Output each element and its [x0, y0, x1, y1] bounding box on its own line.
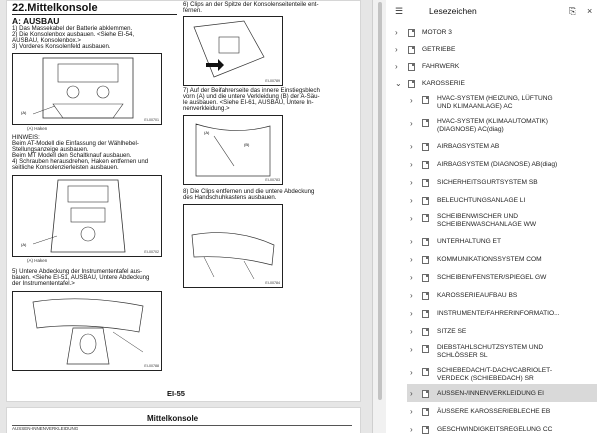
- figure-instrument-panel: [12, 291, 162, 371]
- bookmark-icon: [422, 292, 429, 300]
- page-title: Mittelkonsole: [147, 414, 199, 423]
- step-text: vorn (A) und die untere Verkleidung (B) der A-Säu-: [183, 93, 320, 100]
- chevron-right-icon[interactable]: ›: [410, 291, 413, 300]
- bookmark-item[interactable]: [386, 192, 600, 210]
- list-icon[interactable]: ☰: [395, 6, 404, 16]
- document-scrollbar[interactable]: [373, 0, 386, 433]
- chevron-right-icon[interactable]: ›: [410, 160, 413, 169]
- step-text: 8) Die Clips entfernen und die untere Abdeckung: [183, 188, 315, 195]
- note-text: HINWEIS:: [12, 134, 40, 141]
- bookmark-icon: [422, 328, 429, 336]
- bookmark-item[interactable]: [386, 210, 600, 232]
- running-header: AUSSEN-INNENVERKLEIDUNG: [12, 426, 79, 431]
- figure-id: EI-00789: [265, 79, 280, 83]
- bookmark-icon: [422, 345, 429, 353]
- chevron-right-icon[interactable]: ›: [410, 327, 413, 336]
- figure-id: EI-00788: [144, 364, 159, 368]
- step-text: le ausbauen. <Siehe EI-61, AUSBAU, Untere In-: [183, 99, 314, 106]
- bookmark-item[interactable]: [386, 421, 600, 439]
- figure-console-front: [12, 53, 162, 125]
- chevron-right-icon[interactable]: ›: [410, 237, 413, 246]
- bookmark-item[interactable]: [386, 92, 600, 114]
- bookmark-icon: [422, 238, 429, 246]
- note-text: Beim MT Modell den Schaltknauf ausbauen.: [12, 152, 132, 159]
- step-text: nenverkleidung.>: [183, 105, 230, 112]
- bookmark-label: ÄUSSERE KAROSSERIEBLECHE EB: [437, 408, 551, 415]
- bookmark-label: GESCHWINDIGKEITSREGELUNG CC: [437, 426, 553, 433]
- bookmark-item[interactable]: [386, 138, 600, 156]
- bookmark-item[interactable]: [386, 269, 600, 287]
- bookmark-label: SCHEIBEN/FENSTER/SPIEGEL GW: [437, 274, 547, 281]
- bookmark-item[interactable]: [386, 58, 600, 75]
- bookmark-icon: [422, 256, 429, 264]
- bookmark-icon: [408, 29, 415, 37]
- bookmark-label: KOMMUNIKATIONSSYSTEM COM: [437, 256, 542, 263]
- bookmark-item[interactable]: [386, 41, 600, 58]
- step-text: bauen. <Siehe EI-51, AUSBAU, Untere Abdeckung: [12, 274, 150, 281]
- close-icon[interactable]: ×: [587, 6, 593, 16]
- figure-id: EI-00701: [144, 118, 159, 122]
- bookmark-icon: [422, 408, 429, 416]
- bookmarks-panel: [372, 0, 600, 433]
- subsection-title: A: AUSBAU: [12, 16, 60, 26]
- bookmark-label: KAROSSERIE: [422, 80, 465, 87]
- section-title: 22.Mittelkonsole: [12, 2, 98, 14]
- figure-console-side: [12, 175, 162, 257]
- bookmark-item[interactable]: [386, 323, 600, 341]
- chevron-right-icon[interactable]: ›: [410, 96, 413, 105]
- step-text: fernen.: [183, 7, 202, 14]
- bookmark-icon: [408, 46, 415, 54]
- bookmark-label: MOTOR 3: [422, 29, 452, 36]
- bookmark-item[interactable]: [386, 341, 600, 363]
- svg-text:(B): (B): [244, 142, 250, 147]
- chevron-right-icon[interactable]: ›: [410, 389, 413, 398]
- bookmark-label: SCHEIBENWISCHER UND SCHEIBENWASCHANLAGE WW: [437, 213, 537, 228]
- bookmark-item[interactable]: [386, 364, 600, 386]
- chevron-down-icon[interactable]: ⌄: [395, 79, 402, 88]
- bookmark-item[interactable]: [386, 174, 600, 192]
- bookmark-label: AUSSEN-/INNENVERKLEIDUNG EI: [437, 390, 544, 397]
- bookmark-icon: [422, 368, 429, 376]
- figure-glovebox-cover: [183, 204, 283, 288]
- figure-caption: (A) Haken: [27, 258, 48, 263]
- bookmark-icon: [422, 310, 429, 318]
- bookmark-item[interactable]: [386, 233, 600, 251]
- chevron-right-icon[interactable]: ›: [395, 45, 398, 54]
- step-text: 6) Clips an der Spitze der Konsolenseitenteile ent-: [183, 1, 319, 8]
- step-text: 1) Das Massekabel der Batterie abklemmen.: [12, 25, 133, 32]
- bookmark-item[interactable]: [386, 115, 600, 137]
- figure-console-clip: [183, 16, 283, 86]
- bookmark-icon: [422, 143, 429, 151]
- bookmark-icon: [408, 63, 415, 71]
- bookmark-label: HVAC-SYSTEM (KLIMAAUTOMATIK) (DIAGNOSE) AC(diag): [437, 118, 549, 133]
- step-text: 2) Die Konsolenbox ausbauen. <Siehe EI-54,: [12, 31, 135, 38]
- step-text: 5) Untere Abdeckung der Instrumententafel aus-: [12, 268, 143, 275]
- step-text: seitliche Konsolenzierleisten ausbauen.: [12, 164, 119, 171]
- bookmark-label: AIRBAGSYSTEM (DIAGNOSE) AB(diag): [437, 161, 558, 168]
- figure-a-pillar: [183, 115, 283, 185]
- svg-text:(A): (A): [21, 110, 27, 115]
- scrollbar-thumb[interactable]: [378, 2, 382, 400]
- step-text: der Instrumententafel.>: [12, 280, 75, 287]
- note-text: Beim AT-Modell die Einfassung der Wählhebel-: [12, 140, 139, 147]
- bookmark-item[interactable]: [386, 156, 600, 174]
- bookmark-label: GETRIEBE: [422, 46, 456, 53]
- bookmark-label: INSTRUMENTE/FAHRERINFORMATIO...: [437, 310, 560, 317]
- bookmark-item[interactable]: [386, 305, 600, 323]
- bookmark-item[interactable]: [386, 24, 600, 41]
- bookmark-item[interactable]: [386, 251, 600, 269]
- bookmark-icon: [422, 274, 429, 282]
- svg-text:(A): (A): [21, 242, 27, 247]
- bookmark-label: KAROSSERIEAUFBAU BS: [437, 292, 518, 299]
- bookmark-item[interactable]: [386, 403, 600, 421]
- chevron-right-icon[interactable]: ›: [410, 255, 413, 264]
- bookmark-label: AIRBAGSYSTEM AB: [437, 143, 500, 150]
- bookmark-icon: [422, 214, 429, 222]
- bookmark-icon: [422, 161, 429, 169]
- bookmark-label: DIEBSTAHLSCHUTZSYSTEM UND SCHLÖSSER SL: [437, 344, 544, 359]
- svg-text:(A): (A): [204, 130, 210, 135]
- chevron-right-icon[interactable]: ›: [410, 178, 413, 187]
- bookmark-item[interactable]: [386, 75, 600, 92]
- figure-id: EI-00702: [144, 250, 159, 254]
- step-text: AUSBAU, Konsolenbox.>: [12, 37, 81, 44]
- chevron-right-icon[interactable]: ›: [410, 407, 413, 416]
- bookmark-icon: [422, 390, 429, 398]
- title-rule: [12, 14, 177, 15]
- step-text: 3) Vorderes Konsolenfeld ausbauen.: [12, 43, 111, 50]
- page-number: EI-55: [167, 389, 185, 398]
- bookmark-menu-icon[interactable]: ⎘: [569, 6, 577, 16]
- step-text: des Handschuhkastens ausbauen.: [183, 194, 277, 201]
- bookmark-label: SCHIEBEDACH/T-DACH/CABRIOLET- VERDECK (SCHIEBEDACH) SR: [437, 367, 553, 382]
- bookmark-label: HVAC-SYSTEM (HEIZUNG, LÜFTUNG UND KLIMAANLAGE) AC: [437, 95, 553, 110]
- figure-id: EI-00783: [265, 178, 280, 182]
- bookmark-icon: [422, 119, 429, 127]
- document-page: [6, 0, 361, 402]
- chevron-right-icon[interactable]: ›: [410, 368, 413, 377]
- panel-title: Lesezeichen: [429, 6, 477, 16]
- bookmark-icon: [422, 179, 429, 187]
- note-text: Stellungsanzeige ausbauen.: [12, 146, 89, 153]
- bookmark-label: SICHERHEITSGURTSYSTEM SB: [437, 179, 538, 186]
- bookmark-label: FAHRWERK: [422, 63, 460, 70]
- chevron-right-icon[interactable]: ›: [410, 196, 413, 205]
- bookmark-label: SITZE SE: [437, 328, 467, 335]
- chevron-right-icon[interactable]: ›: [410, 119, 413, 128]
- bookmark-icon: [408, 80, 415, 88]
- bookmark-item[interactable]: [386, 287, 600, 305]
- step-text: 4) Schrauben herausdrehen, Haken entfernen und: [12, 158, 149, 165]
- chevron-right-icon[interactable]: ›: [410, 214, 413, 223]
- chevron-right-icon[interactable]: ›: [410, 425, 413, 434]
- bookmark-label: BELEUCHTUNGSANLAGE LI: [437, 197, 526, 204]
- bookmark-icon: [422, 96, 429, 104]
- chevron-right-icon[interactable]: ›: [410, 273, 413, 282]
- chevron-right-icon[interactable]: ›: [410, 309, 413, 318]
- bookmark-icon: [422, 197, 429, 205]
- step-text: 7) Auf der Beifahrerseite das innere Einstiegsblech: [183, 87, 320, 94]
- bookmark-item[interactable]: [386, 385, 600, 403]
- figure-id: EI-00784: [265, 281, 280, 285]
- panel-header: [386, 0, 600, 24]
- chevron-right-icon[interactable]: ›: [395, 62, 398, 71]
- chevron-right-icon[interactable]: ›: [410, 142, 413, 151]
- bookmark-label: UNTERHALTUNG ET: [437, 238, 501, 245]
- chevron-right-icon[interactable]: ›: [410, 345, 413, 354]
- figure-caption: (A) Haken: [27, 126, 48, 131]
- document-page: [6, 407, 361, 433]
- chevron-right-icon[interactable]: ›: [395, 28, 398, 37]
